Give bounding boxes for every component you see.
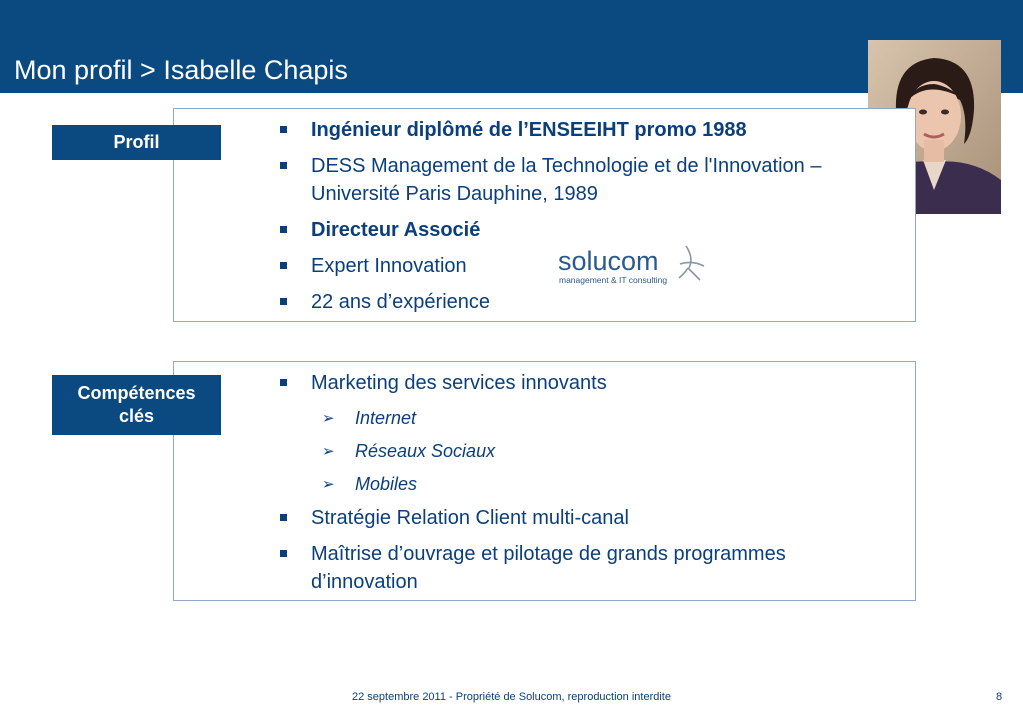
solucom-logo: [558, 242, 718, 287]
list-item-text: Directeur Associé: [311, 219, 481, 241]
page-number: 8: [996, 691, 1003, 703]
square-bullet-icon: [280, 550, 287, 557]
profil-label: Profil: [52, 125, 221, 160]
square-bullet-icon: [280, 162, 287, 169]
logo-wordmark: solucom: [558, 246, 659, 276]
sub-list-item: [276, 471, 886, 497]
sub-item-text: Réseaux Sociaux: [355, 441, 496, 461]
square-bullet-icon: [280, 262, 287, 269]
arrow-bullet-icon: ➢: [322, 476, 335, 493]
square-bullet-icon: [280, 514, 287, 521]
square-bullet-icon: [280, 126, 287, 133]
list-item-text: DESS Management de la Technologie et de l'Innovation – Université Paris Dauphine, 1989: [311, 155, 822, 205]
logo-star-icon: [679, 246, 704, 280]
square-bullet-icon: [280, 298, 287, 305]
list-item-text: Stratégie Relation Client multi-canal: [311, 507, 629, 529]
list-item: [276, 540, 886, 596]
list-item: [276, 504, 886, 532]
list-item-text: Maîtrise d’ouvrage et pilotage de grands programmes d’innovation: [311, 543, 786, 593]
list-item: [276, 152, 836, 208]
list-item: [276, 216, 836, 244]
arrow-bullet-icon: ➢: [322, 410, 335, 427]
list-item: [276, 116, 836, 144]
arrow-bullet-icon: ➢: [322, 443, 335, 460]
competences-list: [276, 369, 886, 604]
list-item-text: Ingénieur diplômé de l’ENSEEIHT promo 1988: [311, 119, 747, 141]
list-item-text: Marketing des services innovants: [311, 372, 607, 394]
page-title: Mon profil > Isabelle Chapis: [14, 55, 348, 85]
profil-list: [276, 116, 836, 324]
sub-list-item: [276, 405, 886, 431]
list-item-text: Expert Innovation: [311, 255, 467, 277]
list-item: [276, 252, 836, 280]
logo-tagline: management & IT consulting: [559, 275, 668, 285]
list-item: [276, 369, 886, 397]
square-bullet-icon: [280, 379, 287, 386]
footer-text: 22 septembre 2011 - Propriété de Solucom, reproduction interdite: [352, 691, 671, 703]
sub-item-text: Mobiles: [355, 474, 418, 494]
sub-list-item: [276, 438, 886, 464]
square-bullet-icon: [280, 226, 287, 233]
list-item-text: 22 ans d’expérience: [311, 291, 491, 313]
sub-item-text: Internet: [355, 408, 417, 428]
competences-label: Compétences clés: [52, 375, 221, 435]
list-item: [276, 288, 836, 316]
